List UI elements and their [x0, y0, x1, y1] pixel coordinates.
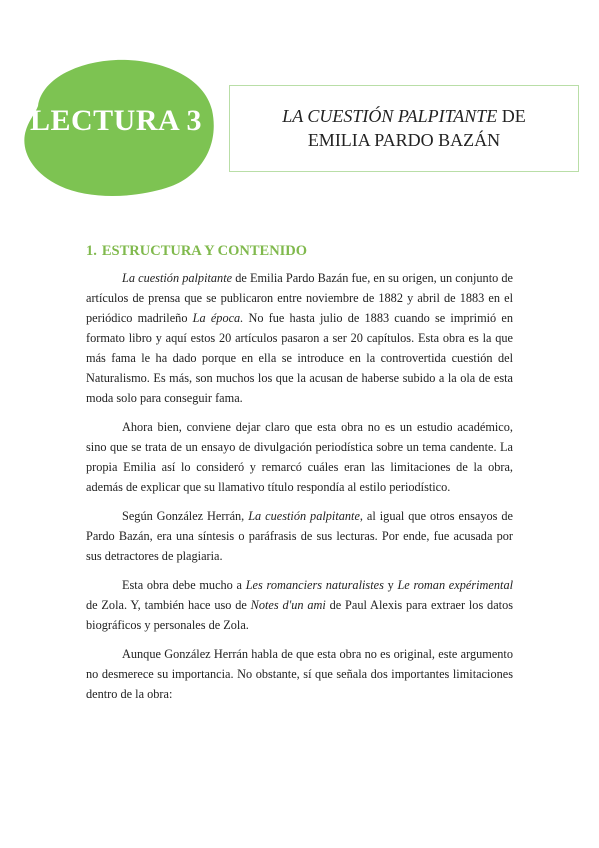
title-box — [229, 85, 579, 172]
paragraph-1 — [86, 268, 513, 408]
p4-work-1: Les romanciers naturalistes — [245, 578, 384, 592]
title-line-1 — [282, 106, 526, 127]
p1-text-a: de Emilia Pardo Bazán fue, en su origen, un conjunto de artículos de prensa que se publicaron entre noviembre de 1882 y abril de 1883 en el periódico madrileño — [86, 271, 513, 325]
title-de: DE — [497, 106, 526, 126]
section-number: 1. — [86, 243, 97, 259]
p2-text: Ahora bien, conviene dejar claro que esta obra no es un estudio académico, sino que se trata de un ensayo de divulgación periodística sobre un tema candente. La propia Emilia así lo consideró y remarcó cuáles eran las limitaciones de la obra, además de explicar que su llamativo título respondía al estilo periodístico. — [86, 420, 513, 494]
body-text — [86, 268, 513, 713]
p4-text-d: de Paul Alexis para extraer los datos biográficos y personales de Zola. — [86, 598, 514, 632]
p5-text: Aunque González Herrán habla de que esta obra no es original, este argumento no desmerece su importancia. No obstante, sí que señala dos importantes limitaciones dentro de la obra: — [86, 647, 513, 701]
p3-work-title: La cuestión palpitante — [248, 509, 360, 523]
p3-text-a: Según González Herrán, — [122, 509, 249, 523]
p4-work-3: Notes d'un ami — [250, 598, 326, 612]
section-heading — [86, 243, 307, 260]
p1-text-b: No fue hasta julio de 1883 cuando se imprimió en formato libro y aquí estos 20 artículos pasaron a ser 20 capítulos. Esta obra es la que más fama le ha dado porque en ella se introduce en la controvertida cuestión del Naturalismo. Es más, son muchos los que la acusan de haberse subido a la ola de esta moda solo para conseguir fama. — [86, 311, 513, 405]
title-author: EMILIA PARDO BAZÁN — [307, 130, 501, 150]
paragraph-4 — [86, 575, 513, 635]
p1-work-title: La cuestión palpitante — [122, 271, 233, 285]
p3-text-b: , al igual que otros ensayos de Pardo Bazán, era una síntesis o paráfrasis de sus lecturas. Por ende, fue acusada por sus detractores de plagiaria. — [86, 509, 513, 563]
section-title: ESTRUCTURA Y CONTENIDO — [101, 243, 308, 259]
title-italic: LA CUESTIÓN PALPITANTE — [282, 106, 498, 126]
p4-work-2: Le roman expérimental — [397, 578, 514, 592]
p4-text-a: Esta obra debe mucho a — [122, 578, 246, 592]
paragraph-2 — [86, 417, 513, 497]
paragraph-3 — [86, 506, 513, 566]
lectura-badge-label: LECTURA 3 — [29, 104, 203, 137]
p4-text-b: y — [383, 578, 398, 592]
paragraph-5 — [86, 644, 513, 704]
p1-newspaper: La época. — [192, 311, 244, 325]
p4-text-c: de Zola. Y, también hace uso de — [86, 598, 251, 612]
